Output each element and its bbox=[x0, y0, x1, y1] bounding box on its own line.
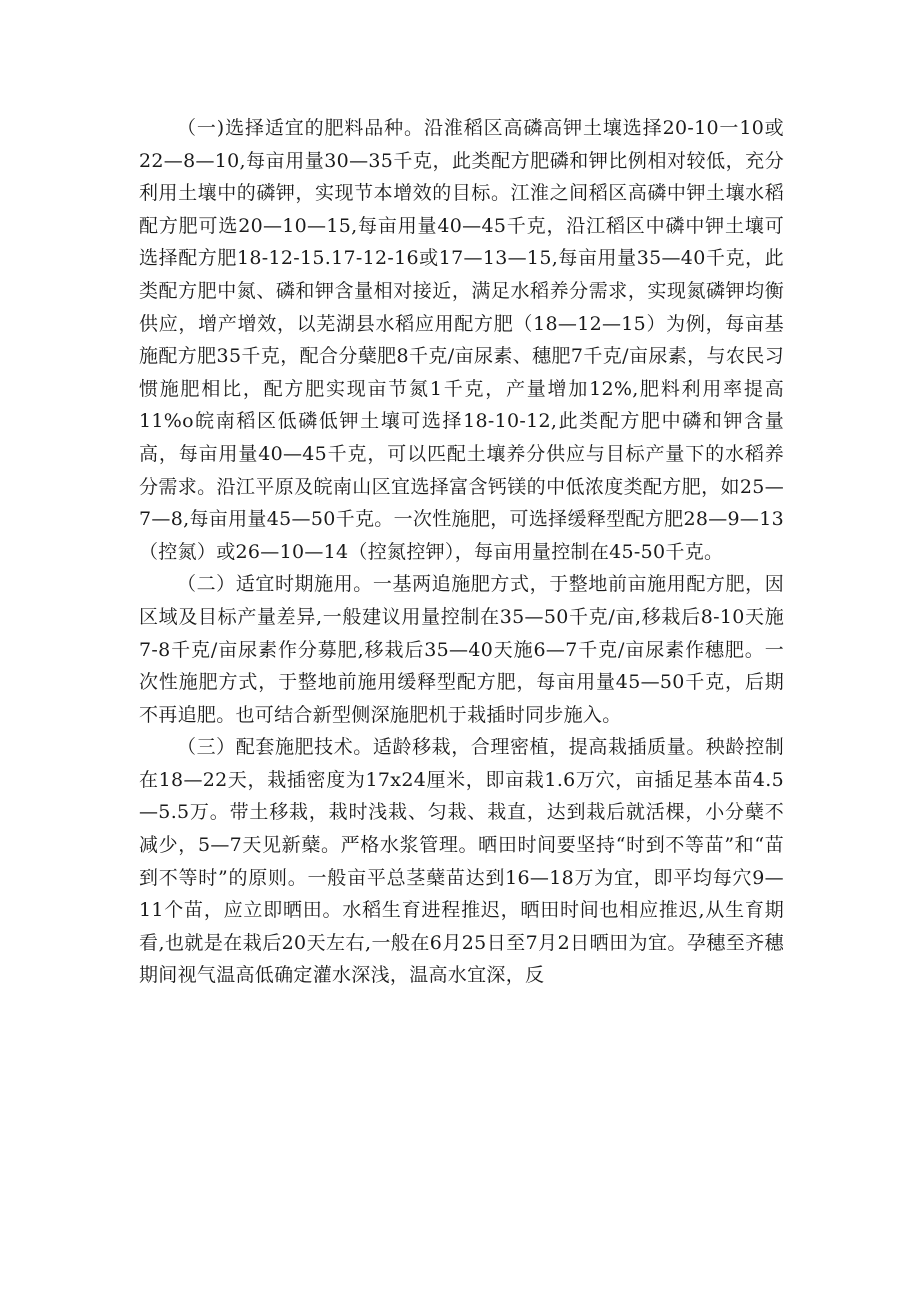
paragraph-application-timing: （二）适宜时期施用。一基两追施肥方式，于整地前亩施用配方肥，因区域及目标产量差异,一般建议用量控制在35—50千克/亩,移栽后8-10天施7-8千克/亩尿素作分募肥,移栽后35—40天施6—7千克/亩尿素作穗肥。一次性施肥方式，于整地前施用缓释型配方肥，每亩用量45—50千克，后期不再追肥。也可结合新型侧深施肥机于栽插时同步施入。 bbox=[139, 573, 784, 726]
paragraph-supporting-techniques: （三）配套施肥技术。适龄移栽，合理密植，提高栽插质量。秧龄控制在18—22天，栽插密度为17x24厘米，即亩栽1.6万穴，亩插足基本苗4.5—5.5万。带土移栽，栽时浅栽、匀栽、栽直，达到栽后就活棵，小分蘖不减少，5—7天见新蘖。严格水浆管理。晒田时间要坚持“时到不等苗”和“苗到不等时”的原则。一般亩平总茎蘖苗达到16—18万为宜，即平均每穴9—11个苗，应立即晒田。水稻生育进程推迟，晒田时间也相应推迟,从生育期看,也就是在栽后20天左右,一般在6月25日至7月2日晒田为宜。孕穗至齐穗期间视气温高低确定灌水深浅，温高水宜深，反 bbox=[139, 736, 784, 987]
document-body bbox=[139, 112, 784, 992]
paragraph-fertilizer-selection: （一)选择适宜的肥料品种。沿淮稻区高磷高钾土壤选择20-10一10或22—8—10,每亩用量30—35千克，此类配方肥磷和钾比例相对较低，充分利用土壤中的磷钾，实现节本增效的目标。江淮之间稻区高磷中钾土壤水稻配方肥可选20—10—15,每亩用量40—45千克，沿江稻区中磷中钾土壤可选择配方肥18-12-15.17-12-16或17—13—15,每亩用量35—40千克，此类配方肥中氮、磷和钾含量相对接近，满足水稻养分需求，实现氮磷钾均衡供应，增产增效，以芜湖县水稻应用配方肥（18—12—15）为例，每亩基施配方肥35千克，配合分蘖肥8千克/亩尿素、穗肥7千克/亩尿素，与农民习惯施肥相比，配方肥实现亩节氮1千克，产量增加12%,肥料利用率提高11%o皖南稻区低磷低钾土壤可选择18-10-12,此类配方肥中磷和钾含量高，每亩用量40—45千克，可以匹配土壤养分供应与目标产量下的水稻养分需求。沿江平原及皖南山区宜选择富含钙镁的中低浓度类配方肥，如25—7—8,每亩用量45—50千克。一次性施肥，可选择缓释型配方肥28—9—13（控氮）或26—10—14（控氮控钾），每亩用量控制在45-50千克。 bbox=[139, 117, 784, 563]
